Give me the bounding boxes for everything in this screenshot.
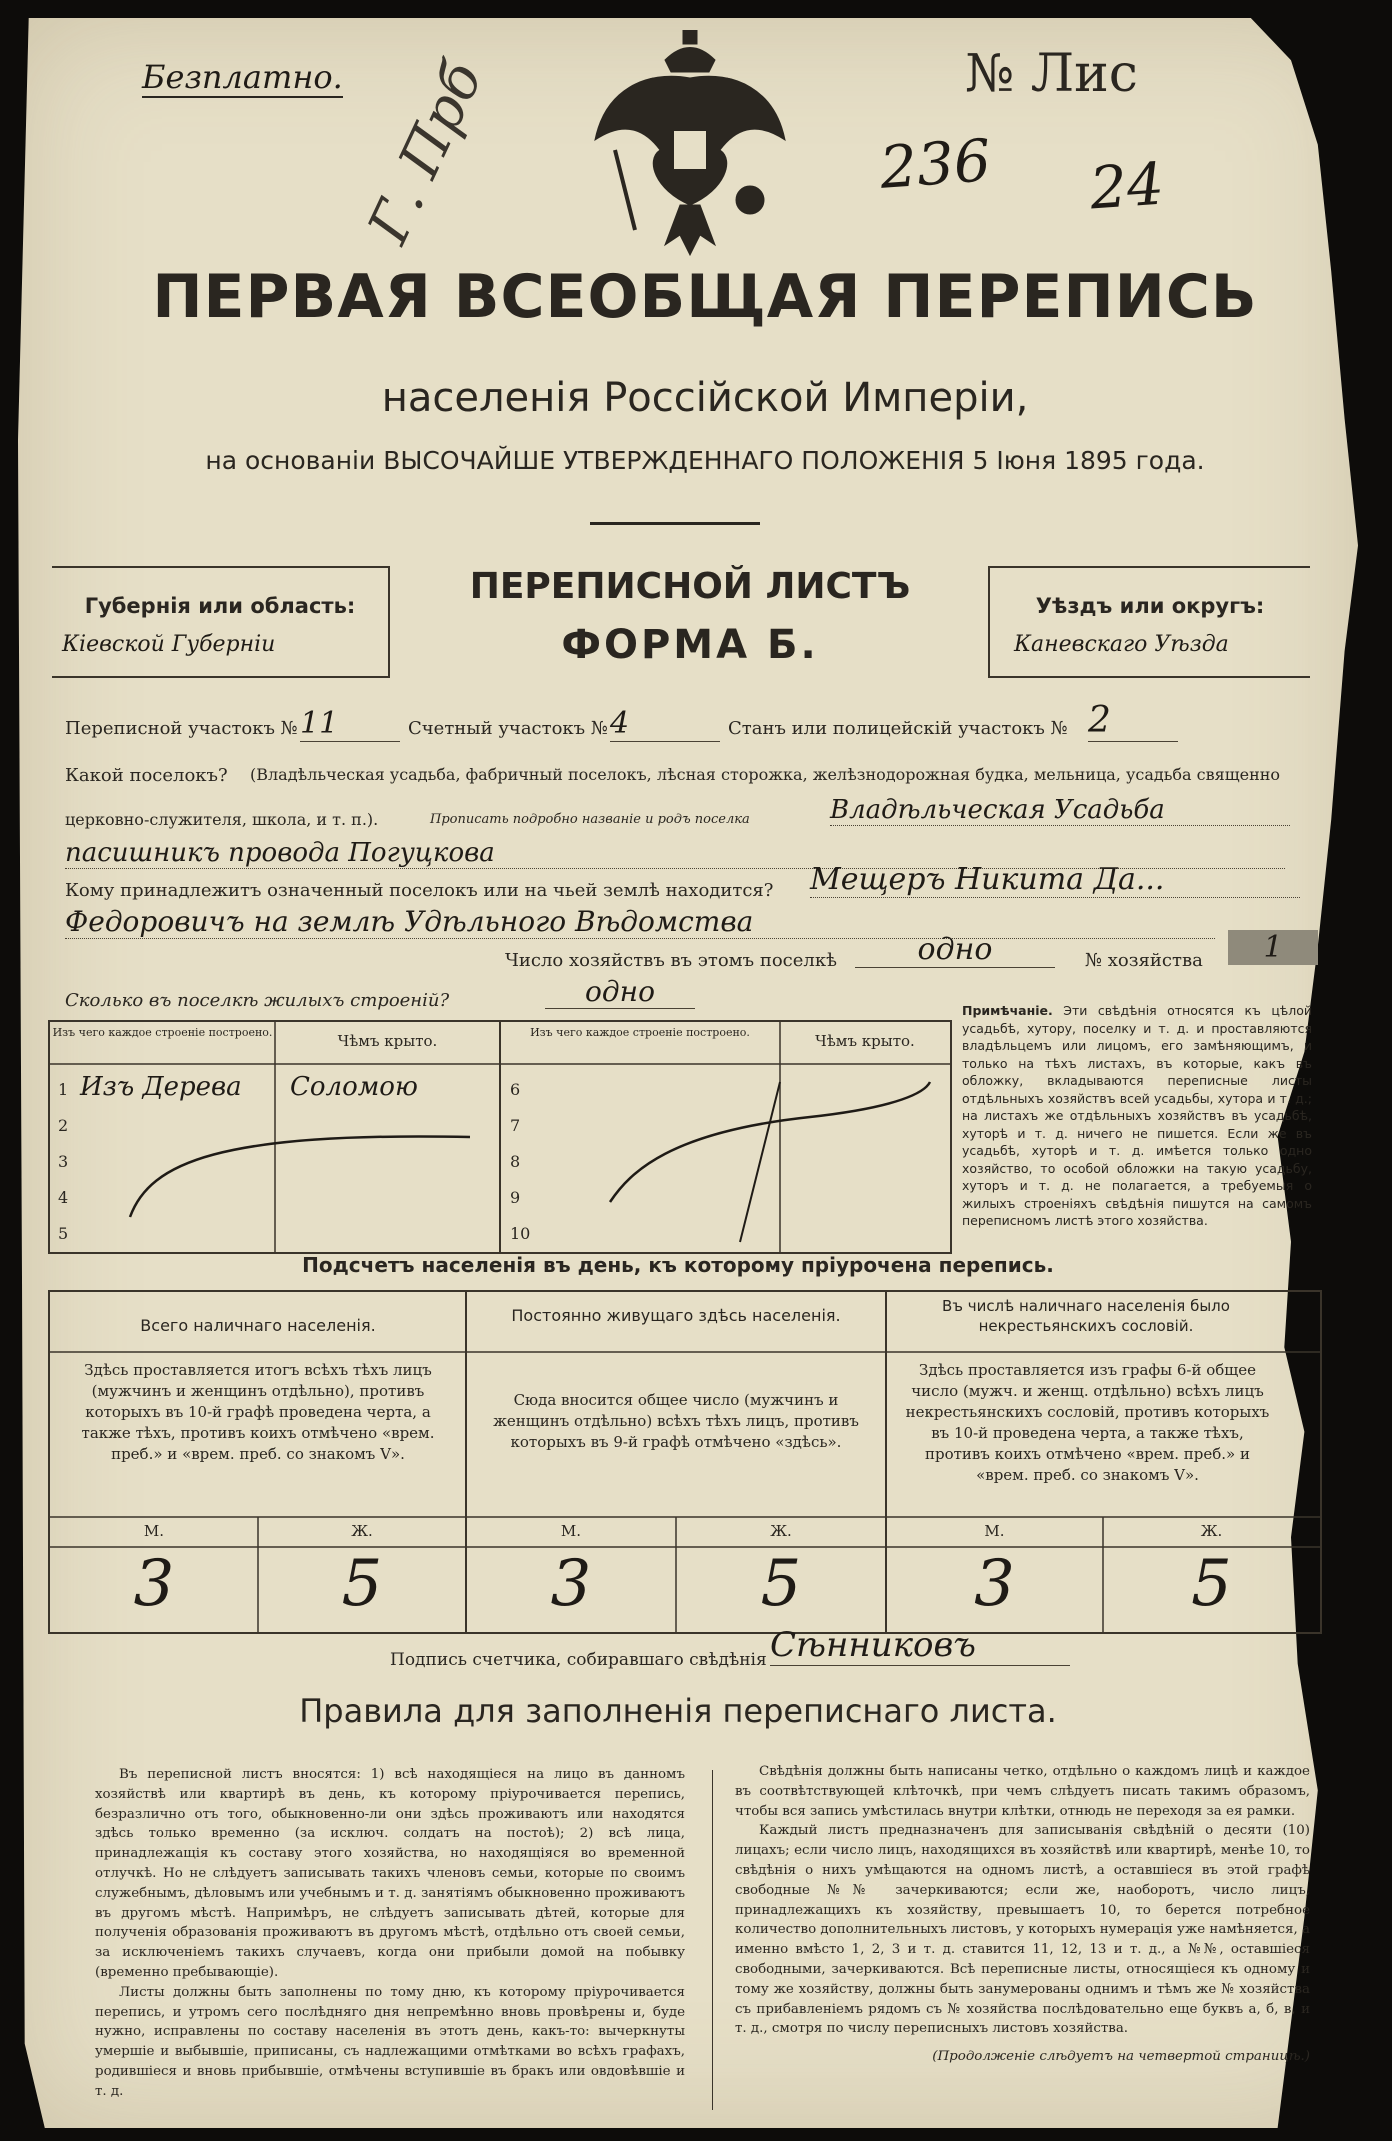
table-col-material-left: Изъ чего каждое строеніе построено. — [52, 1026, 273, 1039]
settlement-hint-3: Прописать подробно названіе и родъ поселка — [430, 812, 750, 827]
province-label: Губернія или область: — [84, 594, 356, 618]
pop-col3-title: Въ числѣ наличнаго населенія было некрестьянскихъ сословій. — [942, 1297, 1230, 1335]
pop-col3-male-header: М. — [984, 1522, 1005, 1540]
table-col-material-right: Изъ чего каждое строеніе построено. — [530, 1026, 750, 1039]
imperial-eagle-emblem — [585, 30, 795, 260]
table-row-number: 3 — [58, 1152, 69, 1171]
free-stamp: Безплатно. — [142, 58, 343, 96]
sheet-title: ПЕРЕПИСНОЙ ЛИСТЪ — [469, 566, 911, 607]
pop-col2-male-header: М. — [560, 1522, 582, 1540]
pop-col3-female-header: Ж. — [1200, 1522, 1223, 1540]
table-row-number: 8 — [510, 1152, 521, 1171]
pop-col2-title: Постоянно живущаго здѣсь населенія. — [511, 1306, 841, 1325]
count-area-label: Счетный участокъ № — [408, 718, 608, 739]
settlement-hint: (Владѣльческая усадьба, фабричный поселокъ, лѣсная сторожка, желѣзнодорожная будка, мельница, усадьба священно — [250, 765, 1281, 784]
rules-left-p1: Въ переписной листъ вносятся: 1) всѣ находящіеся на лицо въ данномъ хозяйствѣ или квартирѣ въ день, къ которому пріурочивается перепись, безразлично отъ того, обыкновенно-ли они здѣсь проживаютъ или находятся здѣсь только временно (за исключ. солдатъ на постоѣ); 2) всѣ лица, принадлежащія къ составу этого хозяйства, но находящіяся во временной отлучкѣ. Но не слѣдуетъ записывать такихъ членовъ семьи, которые по своимъ служебнымъ, дѣловымъ или учебнымъ и т. д. занятіямъ обыкновенно проживаютъ въ другомъ мѣстѣ. Напримѣръ, не слѣдуетъ записывать дѣтей, которые для полученія образованія проживаютъ въ другомъ мѣстѣ, отдѣльно отъ своей семьи, за исключеніемъ такихъ случаевъ, когда они прибыли домой на побывку (временно пребывающіе). — [95, 1767, 685, 1980]
owner-value-2: Федоровичъ на землѣ Удѣльного Вѣдомства — [65, 905, 1215, 939]
table-row-number: 7 — [510, 1116, 521, 1135]
district-box — [988, 566, 1310, 678]
buildings-note — [962, 1002, 1312, 1230]
table-col-roof-left: Чѣмъ крыто. — [337, 1032, 438, 1050]
pop-total-male: 3 — [133, 1547, 175, 1621]
pop-total-female: 5 — [341, 1547, 383, 1621]
household-number-value: 1 — [1228, 930, 1318, 965]
district-value: Каневскаго Уѣзда — [1014, 632, 1229, 657]
note-text: Эти свѣдѣнія относятся къ цѣлой усадьбѣ, хутору, поселку и т. д. и проставляются владѣльцемъ или лицомъ, его замѣняющимъ, и только на тѣхъ листахъ, въ которые, какъ въ обложку, вкладываются переписные листы отдѣльныхъ хозяйствъ всей усадьбы, хутора и т. д.; на листахъ же отдѣльныхъ хозяйствъ въ усадьбѣ, хуторѣ и т. д. ничего не пишется. Если же въ усадьбѣ, хуторѣ и т. д. имѣется только одно хозяйство, то особой обложки на такую усадьбу, хуторъ и т. д. не полагается, а требуемыя о жилыхъ строеніяхъ свѣдѣнія пишутся на самомъ переписномъ листѣ этого хозяйства. — [962, 1003, 1312, 1228]
rules-heading: Правила для заполненія переписнаго листа. — [299, 1692, 1057, 1730]
table-row-number: 6 — [510, 1080, 521, 1099]
pop-resident-male: 3 — [550, 1547, 592, 1621]
rules-column-divider — [712, 1770, 713, 2110]
sheet-number-label: № Лис — [965, 44, 1138, 104]
pop-col2-female-header: Ж. — [770, 1522, 792, 1540]
population-heading: Подсчетъ населенія въ день, къ которому пріурочена перепись. — [302, 1253, 1054, 1277]
census-basis: на основаніи ВЫСОЧАЙШЕ УТВЕРЖДЕННАГО ПОЛОЖЕНІЯ 5 Іюня 1895 года. — [205, 446, 1205, 475]
households-value: одно — [855, 932, 1055, 968]
rules-left-column — [95, 1765, 685, 2102]
population-table — [48, 1290, 1322, 1634]
household-number-label: № хозяйства — [1085, 950, 1203, 971]
rules-right-p2: Каждый листъ предназначенъ для записыванія свѣдѣній о десяти (10) лицахъ; если число лицъ, находящихся въ хозяйствѣ или квартирѣ, менѣе 10, то свѣдѣнія о нихъ умѣщаются на одномъ листѣ, а оставшіеся въ этой графѣ свободные №№ зачеркиваются; если же, наоборотъ, число лицъ, принадлежащихъ къ хозяйству, превышаетъ 10, то берется потребное количество дополнительныхъ листовъ, у которыхъ нумерація уже намѣняется, а именно вмѣсто 1, 2, 3 и т. д. ставится 11, 12, 13 и т. д., а №№, оставшіеся свободными, зачеркиваются. Всѣ переписные листы, относящіеся къ одному и тому же хозяйству, должны быть занумерованы однимъ и тѣмъ же № хозяйства съ прибавленіемъ рядомъ съ № хозяйства послѣдовательно еще буквъ а, б, в, и т. д., смотря по числу переписныхъ листовъ хозяйства. — [735, 1823, 1310, 2037]
settlement-value-2: пасишникъ провода Погуцкова — [65, 838, 1285, 869]
buildings-label: Сколько въ поселкѣ жилыхъ строеній? — [65, 990, 450, 1011]
census-area-value: 11 — [300, 706, 400, 742]
pop-col1-female-header: Ж. — [351, 1522, 373, 1540]
table-row-numbers-left — [58, 1072, 68, 1252]
signature-value: Сѣнниковъ — [770, 1625, 1070, 1666]
count-area-value: 4 — [610, 706, 720, 742]
table-row-numbers-right — [510, 1072, 530, 1252]
stan-label: Станъ или полицейскій участокъ № — [728, 718, 1068, 739]
table-row-number: 4 — [58, 1188, 69, 1207]
census-title: ПЕРВАЯ ВСЕОБЩАЯ ПЕРЕПИСЬ — [152, 262, 1258, 332]
census-subtitle: населенія Россійской Имперіи, — [381, 375, 1029, 421]
settlement-value: Владѣльческая Усадьба — [830, 795, 1290, 826]
buildings-table — [48, 1020, 952, 1254]
pop-col1-title: Всего наличнаго населенія. — [140, 1316, 376, 1335]
owner-label: Кому принадлежитъ означенный поселокъ или на чьей землѣ находится? — [65, 880, 774, 901]
district-label: Уѣздъ или округъ: — [1035, 594, 1265, 618]
pop-col3-text: Здѣсь проставляется изъ графы 6-й общее число (мужч. и женщ. отдѣльно) всѣхъ лицъ некрестьянскихъ сословій, противъ которыхъ въ 10-й проведена черта, а также тѣхъ, противъ коихъ отмѣчено «врем. преб.» и «врем. преб. со знакомъ V». — [905, 1361, 1270, 1484]
table-row-number: 1 — [58, 1080, 69, 1099]
table-row-number: 10 — [510, 1224, 531, 1243]
pop-col1-text: Здѣсь проставляется итогъ всѣхъ тѣхъ лицъ (мужчинъ и женщинъ отдѣльно), противъ которыхъ въ 10-й графѣ проведена черта, а также тѣхъ, противъ коихъ отмѣчено «врем. преб.» и «врем. преб. со знакомъ V». — [81, 1361, 435, 1463]
stan-value: 2 — [1088, 700, 1178, 742]
table-row-number: 2 — [58, 1116, 69, 1135]
form-name: ФОРМА Б. — [561, 622, 819, 668]
handwritten-number: 236 — [877, 126, 993, 202]
owner-value: Мещеръ Никита Да... — [810, 862, 1300, 898]
table-row-number: 5 — [58, 1224, 69, 1243]
census-area-label: Переписной участокъ № — [65, 718, 298, 739]
households-label: Число хозяйствъ въ этомъ поселкѣ — [505, 950, 837, 971]
title-divider — [590, 522, 760, 525]
handwritten-number-2: 24 — [1087, 149, 1167, 223]
signature-label: Подпись счетчика, собиравшаго свѣдѣнія — [390, 1650, 767, 1670]
pop-col1-male-header: М. — [143, 1522, 165, 1540]
pop-nonpeasant-female: 5 — [1191, 1547, 1232, 1621]
province-box — [52, 566, 390, 678]
note-title: Примѣчаніе. — [962, 1003, 1053, 1018]
handwritten-margin-note: Г. Прб — [355, 51, 496, 254]
rules-right-column — [735, 1762, 1310, 2067]
province-value: Кіевской Губерніи — [62, 632, 276, 657]
rules-right-p1: Свѣдѣнія должны быть написаны четко, отдѣльно о каждомъ лицѣ и каждое въ соотвѣтствующей клѣточкѣ, при чемъ слѣдуетъ писать такимъ образомъ, чтобы вся запись умѣстилась внутри клѣтки, отнюдь не переходя за ея рамки. — [735, 1764, 1310, 1819]
pop-col2-text: Сюда вносится общее число (мужчинъ и женщинъ отдѣльно) всѣхъ тѣхъ лицъ, противъ которыхъ въ 9-й графѣ отмѣчено «здѣсь». — [493, 1391, 859, 1451]
table-row-number: 9 — [510, 1188, 521, 1207]
row1-material-value: Изъ Дерева — [80, 1072, 242, 1102]
pop-nonpeasant-male: 3 — [974, 1547, 1015, 1621]
buildings-value: одно — [545, 975, 695, 1009]
row1-roof-value: Соломою — [290, 1072, 418, 1102]
settlement-label: Какой поселокъ? — [65, 765, 228, 786]
pop-resident-female: 5 — [760, 1547, 802, 1621]
settlement-hint-2: церковно-служителя, школа, и т. п.). — [65, 810, 379, 829]
table-col-roof-right: Чѣмъ крыто. — [815, 1032, 915, 1050]
rules-continued-note: (Продолженіе слѣдуетъ на четвертой страницѣ.) — [932, 2049, 1310, 2065]
rules-left-p2: Листы должны быть заполнены по тому дню, къ которому пріурочивается перепись, и утромъ сего послѣдняго дня непремѣнно вновь провѣрены и, буде нужно, исправлены по составу населенія въ этотъ день, какъ-то: вычеркнуты умершіе и выбывшіе, приписаны, съ надлежащими отмѣтками во всѣхъ графахъ, родившіеся и вновь прибывшіе, отмѣчены вступившіе въ бракъ или овдовѣвшіе и т. д. — [95, 1984, 685, 2099]
